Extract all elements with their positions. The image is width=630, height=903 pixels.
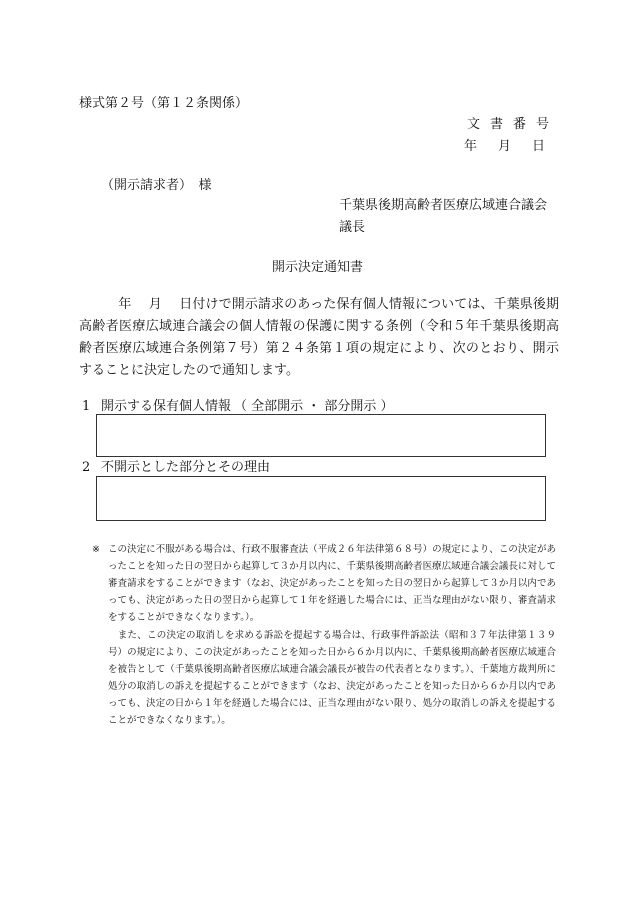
section-1-input-box[interactable] [96,414,546,457]
section-1-label: 開示する保有個人情報 [101,399,232,414]
note-paragraph-1: この決定に不服がある場合は、行政不服審査法（平成２６年法律第６８号）の規定により、この決定があったことを知った日の翌日から起算して３か月以内に、千葉県後期高齢者医療広域連合議会議長に対して審査請求をすることができます（なお、決定があったことを知った日の翌日から起算して３か月以内であっても、決定があった日の翌日から起算して１年を経過した場合には、正当な理由がない限り、審査請求をすることができなくなります。）。 [108,544,556,623]
date-label: 年 月 日 [463,139,549,154]
sender-organization: 千葉県後期高齢者医療広域連合議会 [339,198,548,213]
document-number-label: 文書番号 [466,117,559,132]
form-number: 様式第２号（第１２条関係） [79,96,249,111]
section-1-number: 1 [82,399,91,414]
section-1-options: （ 全部開示 ・ 部分開示 ） [234,399,394,414]
sender-title: 議長 [339,220,366,235]
note-mark: ※ [92,544,100,555]
recipient-line: （開示請求者） 様 [101,178,212,193]
section-2-input-box[interactable] [96,476,546,521]
section-2-label: 不開示とした部分とその理由 [101,460,271,475]
note-paragraph-2: また、この決定の取消しを求める訴訟を提起する場合は、行政事件訴訟法（昭和３７年法律第１３９号）の規定により、この決定があったことを知った日から６か月以内に、千葉県後期高齢者医療広域連合を被告として（千葉県後期高齢者医療広域連合議会議長が被告の代表者となります。）、千葉地方裁判所に処分の取消しの訴えを提起することができます（なお、決定があったことを知った日から６か月以内であっても、決定の日から１年を経過した場合には、正当な理由がない限り、処分の取消しの訴えを提起することができなくなります。）。 [108,630,556,726]
section-2-number: 2 [82,460,91,475]
body-paragraph: 年 月 日付けで開示請求のあった保有個人情報については、千葉県後期高齢者医療広域連合議会の個人情報の保護に関する条例（令和５年千葉県後期高齢者医療広域連合条例第７号）第２４条第１項の規定により、次のとおり、開示することに決定したので通知します。 [79,297,559,378]
document-title: 開示決定通知書 [272,260,364,275]
